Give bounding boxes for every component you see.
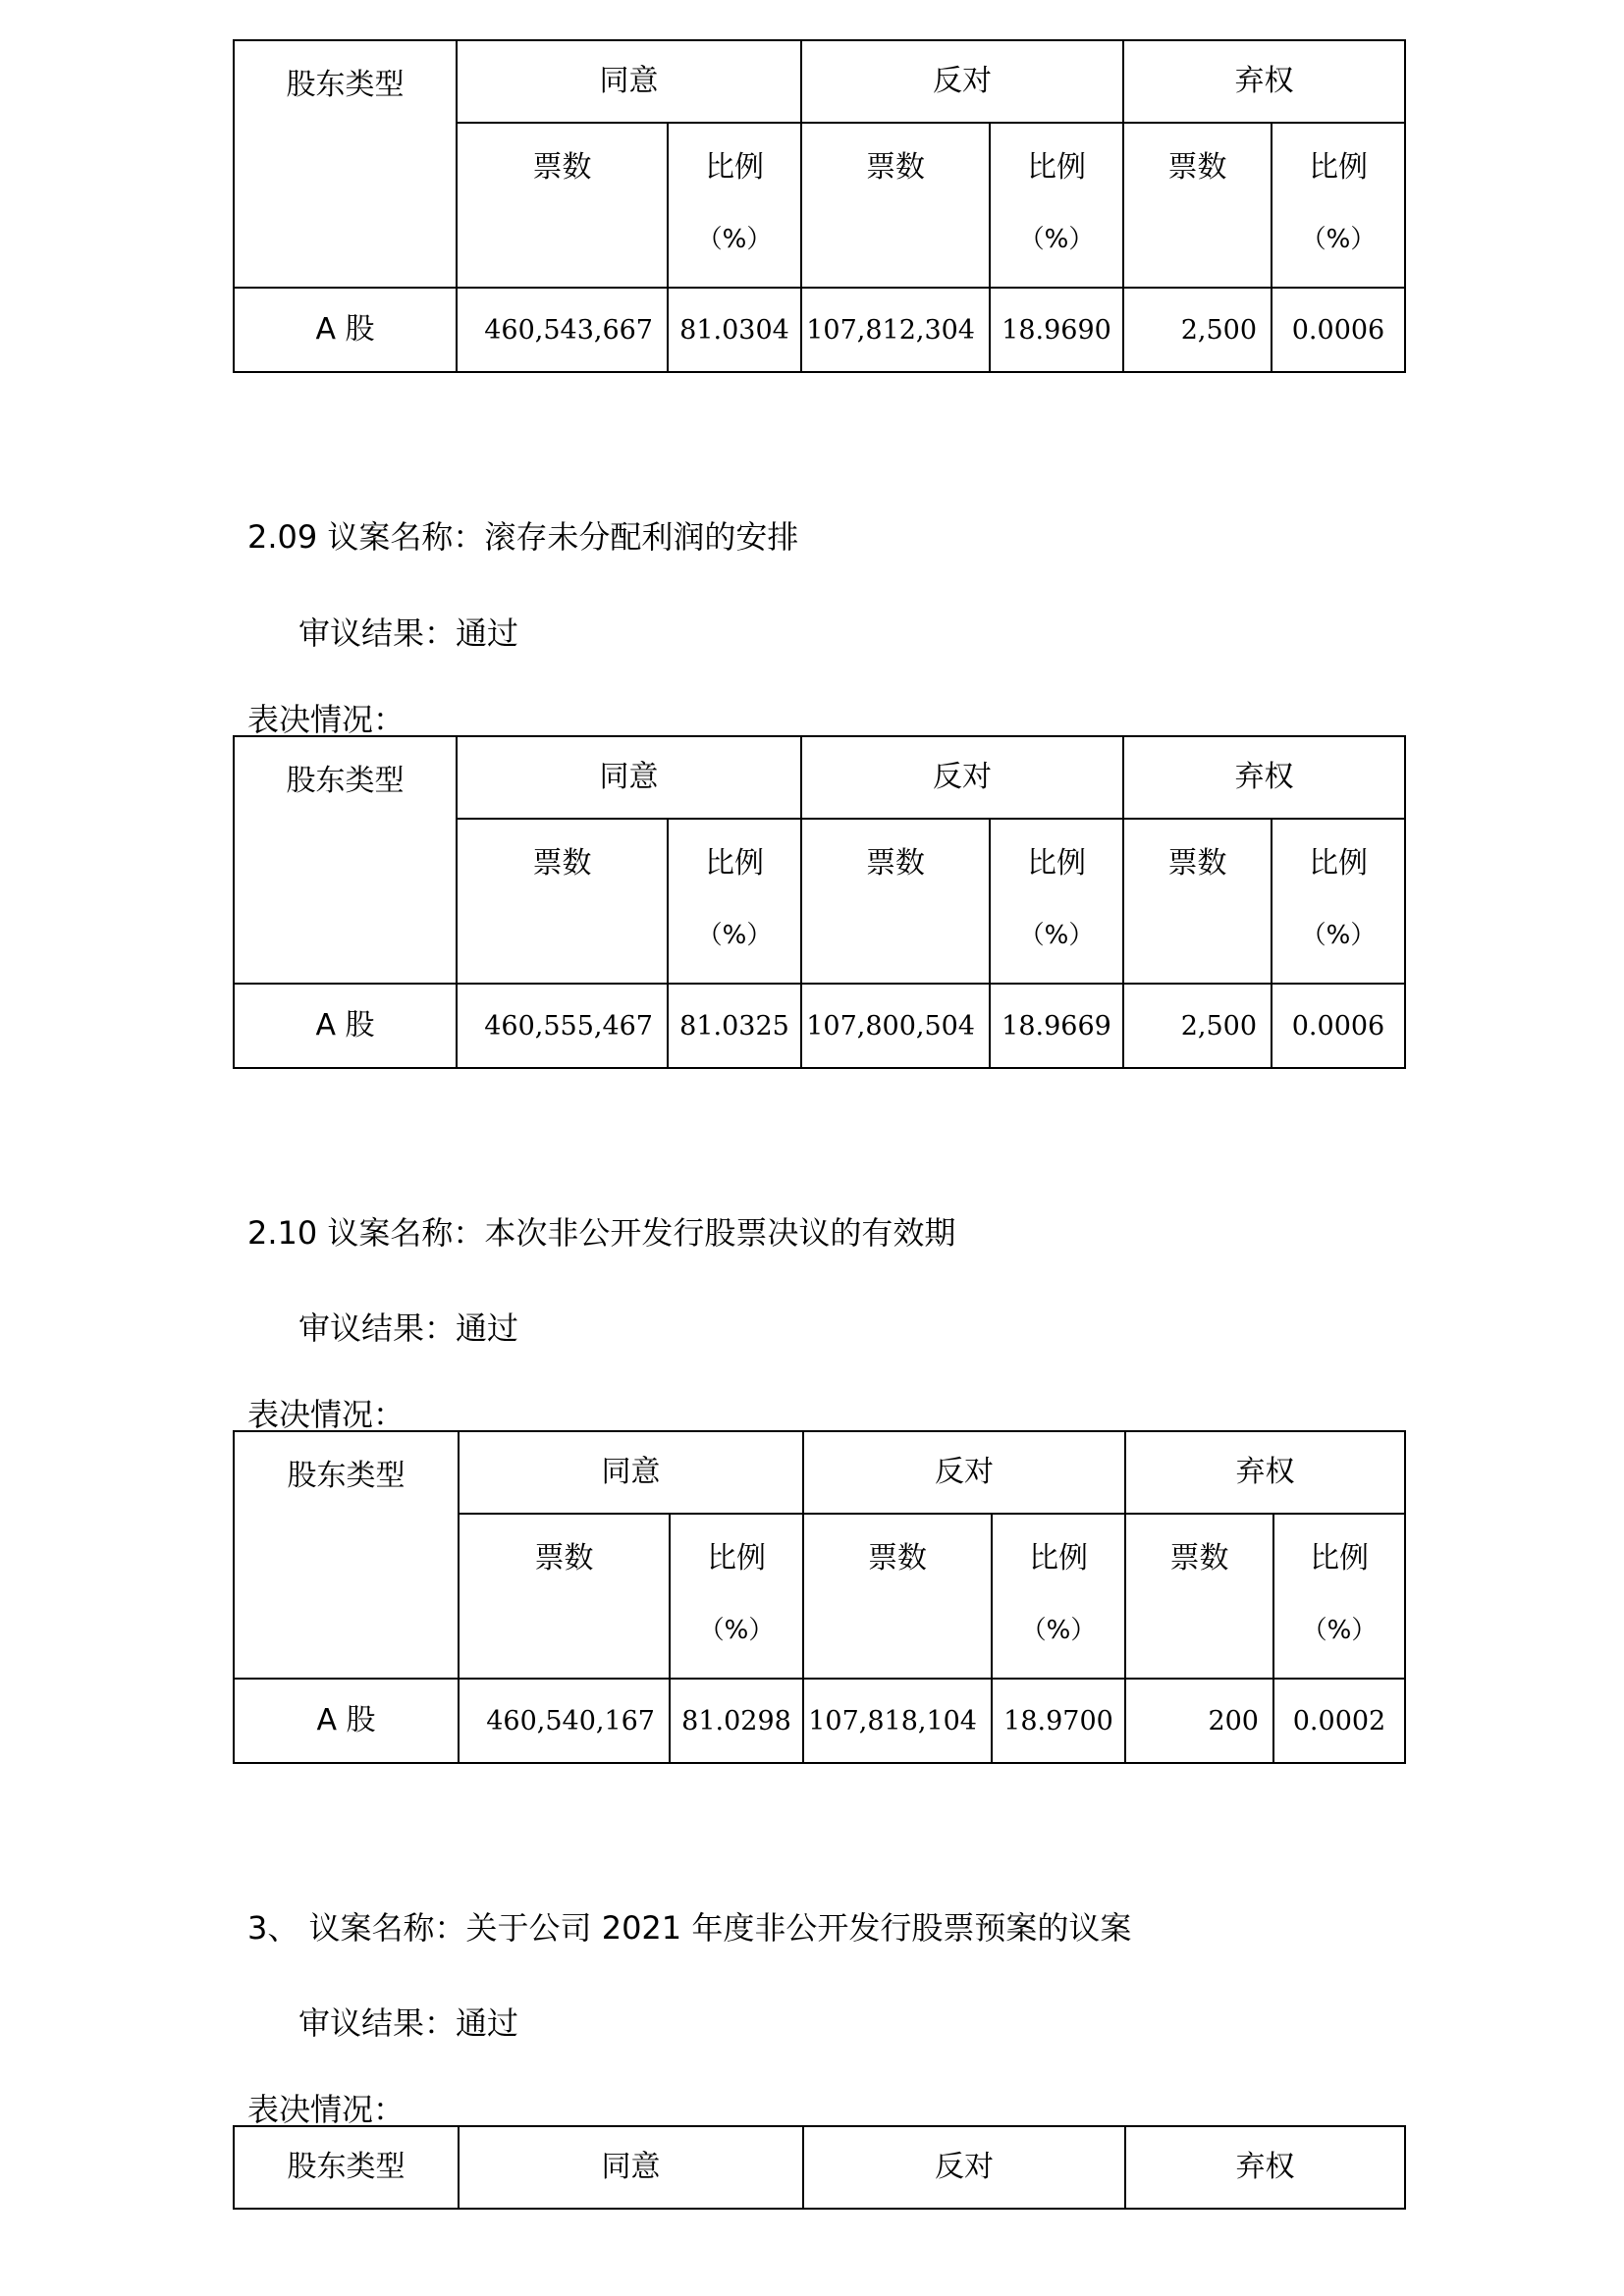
abstain-votes-cell: 200: [1125, 1679, 1273, 1763]
share-type-cell: A 股: [234, 288, 457, 372]
agree-ratio-header: 比例 （%）: [668, 123, 801, 288]
abstain-votes-header: 票数: [1123, 123, 1272, 288]
oppose-votes-cell: 107,812,304: [801, 288, 990, 372]
oppose-ratio-header: 比例 （%）: [990, 123, 1123, 288]
agree-header: 同意: [457, 40, 801, 123]
agree-votes-cell: 460,555,467: [457, 984, 668, 1068]
agree-ratio-header: 比例 （%）: [668, 819, 801, 984]
agree-ratio-header: 比例 （%）: [670, 1514, 803, 1679]
agree-votes-header: 票数: [457, 123, 668, 288]
oppose-votes-header: 票数: [801, 123, 990, 288]
oppose-ratio-header: 比例 （%）: [990, 819, 1123, 984]
voting-label-2-10: 表决情况：: [247, 1396, 406, 1433]
oppose-ratio-cell: 18.9700: [992, 1679, 1125, 1763]
agree-votes-cell: 460,540,167: [459, 1679, 670, 1763]
shareholder-type-header: 股东类型: [234, 2126, 459, 2209]
abstain-ratio-header: 比例 （%）: [1273, 1514, 1405, 1679]
vote-table-2-08: [233, 39, 1406, 373]
shareholder-type-header: 股东类型: [234, 1431, 459, 1679]
agree-ratio-cell: 81.0304: [668, 288, 801, 372]
vote-table-3: [233, 2125, 1406, 2210]
agree-votes-header: 票数: [457, 819, 668, 984]
abstain-header: 弃权: [1125, 2126, 1405, 2209]
abstain-header: 弃权: [1123, 736, 1405, 819]
abstain-ratio-header: 比例 （%）: [1272, 819, 1405, 984]
agree-header: 同意: [459, 2126, 803, 2209]
oppose-header: 反对: [803, 2126, 1125, 2209]
review-result-3: 审议结果：通过: [298, 2004, 519, 2042]
abstain-ratio-cell: 0.0006: [1272, 288, 1405, 372]
agree-ratio-cell: 81.0298: [670, 1679, 803, 1763]
proposal-title-3: 3、 议案名称：关于公司 2021 年度非公开发行股票预案的议案: [247, 1909, 1132, 1947]
agree-votes-header: 票数: [459, 1514, 670, 1679]
abstain-votes-cell: 2,500: [1123, 984, 1272, 1068]
table-row: [234, 288, 1405, 372]
review-result-2-10: 审议结果：通过: [298, 1309, 519, 1347]
oppose-ratio-header: 比例 （%）: [992, 1514, 1125, 1679]
oppose-votes-cell: 107,800,504: [801, 984, 990, 1068]
shareholder-type-header: 股东类型: [234, 40, 457, 288]
review-result-2-09: 审议结果：通过: [298, 614, 519, 652]
oppose-votes-header: 票数: [803, 1514, 992, 1679]
abstain-header: 弃权: [1123, 40, 1405, 123]
agree-votes-cell: 460,543,667: [457, 288, 668, 372]
vote-table-2-09: [233, 735, 1406, 1069]
table-row: [234, 984, 1405, 1068]
agree-ratio-cell: 81.0325: [668, 984, 801, 1068]
proposal-title-2-09: 2.09 议案名称：滚存未分配利润的安排: [247, 518, 799, 556]
table-row: [234, 1679, 1405, 1763]
abstain-ratio-cell: 0.0006: [1272, 984, 1405, 1068]
oppose-header: 反对: [803, 1431, 1125, 1514]
oppose-header: 反对: [801, 736, 1123, 819]
shareholder-type-header: 股东类型: [234, 736, 457, 984]
oppose-header: 反对: [801, 40, 1123, 123]
abstain-ratio-header: 比例 （%）: [1272, 123, 1405, 288]
abstain-ratio-cell: 0.0002: [1273, 1679, 1405, 1763]
oppose-votes-header: 票数: [801, 819, 990, 984]
voting-label-2-09: 表决情况：: [247, 701, 406, 738]
proposal-title-2-10: 2.10 议案名称：本次非公开发行股票决议的有效期: [247, 1214, 956, 1252]
oppose-ratio-cell: 18.9690: [990, 288, 1123, 372]
abstain-votes-header: 票数: [1123, 819, 1272, 984]
share-type-cell: A 股: [234, 984, 457, 1068]
agree-header: 同意: [459, 1431, 803, 1514]
abstain-votes-cell: 2,500: [1123, 288, 1272, 372]
voting-label-3: 表决情况：: [247, 2091, 406, 2128]
share-type-cell: A 股: [234, 1679, 459, 1763]
abstain-votes-header: 票数: [1125, 1514, 1273, 1679]
agree-header: 同意: [457, 736, 801, 819]
oppose-ratio-cell: 18.9669: [990, 984, 1123, 1068]
abstain-header: 弃权: [1125, 1431, 1405, 1514]
vote-table-2-10: [233, 1430, 1406, 1764]
oppose-votes-cell: 107,818,104: [803, 1679, 992, 1763]
